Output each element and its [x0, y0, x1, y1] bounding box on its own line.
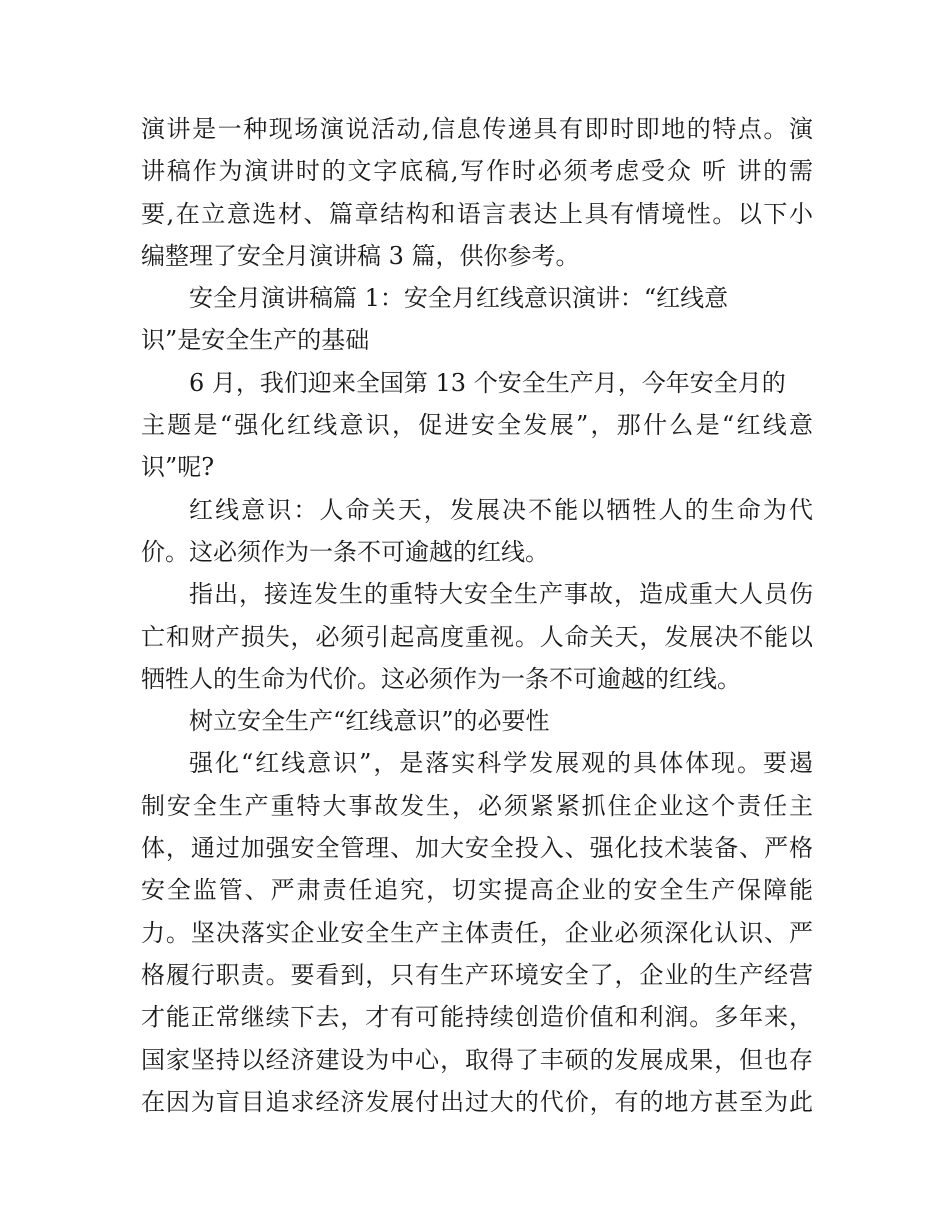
text-line: 格履行职责。要看到，只有生产环境安全了，企业的生产经营	[141, 960, 813, 989]
text-line: 讲稿作为演讲时的文字底稿,写作时必须考虑受众 听 讲的需	[141, 157, 813, 186]
text-line: 指出，接连发生的重特大安全生产事故，造成重大人员伤	[189, 580, 813, 609]
text-line: 红线意识：人命关天，发展决不能以牺牲人的生命为代	[189, 495, 813, 524]
text-line: 树立安全生产“红线意识”的必要性	[189, 707, 550, 736]
body-text	[141, 108, 813, 1123]
text-line: 6 月，我们迎来全国第 13 个安全生产月，今年安全月的	[189, 368, 786, 397]
text-line: 强化“红线意识”，是落实科学发展观的具体体现。要遏	[189, 749, 813, 778]
text-line: 价。这必须作为一条不可逾越的红线。	[141, 537, 549, 566]
text-line: 主题是“强化红线意识，促进安全发展”，那什么是“红线意	[141, 411, 813, 440]
text-line: 在因为盲目追求经济发展付出过大的代价，有的地方甚至为此	[141, 1087, 813, 1116]
text-line: 国家坚持以经济建设为中心，取得了丰硕的发展成果，但也存	[141, 1045, 813, 1074]
text-line: 制安全生产重特大事故发生，必须紧紧抓住企业这个责任主	[141, 791, 813, 820]
text-line: 亡和财产损失，必须引起高度重视。人命关天，发展决不能以	[141, 622, 813, 651]
text-line: 编整理了安全月演讲稿 3 篇，供你参考。	[141, 241, 580, 270]
text-line: 体，通过加强安全管理、加大安全投入、强化技术装备、严格	[141, 834, 813, 863]
text-line: 牺牲人的生命为代价。这必须作为一条不可逾越的红线。	[141, 664, 741, 693]
text-line: 识”是安全生产的基础	[141, 326, 370, 355]
text-line: 安全监管、严肃责任追究，切实提高企业的安全生产保障能	[141, 876, 813, 905]
text-line: 识”呢?	[141, 453, 215, 482]
text-line: 演讲是一种现场演说活动,信息传递具有即时即地的特点。演	[141, 115, 813, 143]
text-line: 才能正常继续下去，才有可能持续创造价值和利润。多年来，	[141, 1003, 813, 1032]
text-line: 安全月演讲稿篇 1：安全月红线意识演讲：“红线意	[189, 284, 729, 313]
text-line: 力。坚决落实企业安全生产主体责任，企业必须深化认识、严	[141, 918, 813, 947]
text-line: 要,在立意选材、篇章结构和语言表达上具有情境性。以下小	[141, 199, 813, 228]
